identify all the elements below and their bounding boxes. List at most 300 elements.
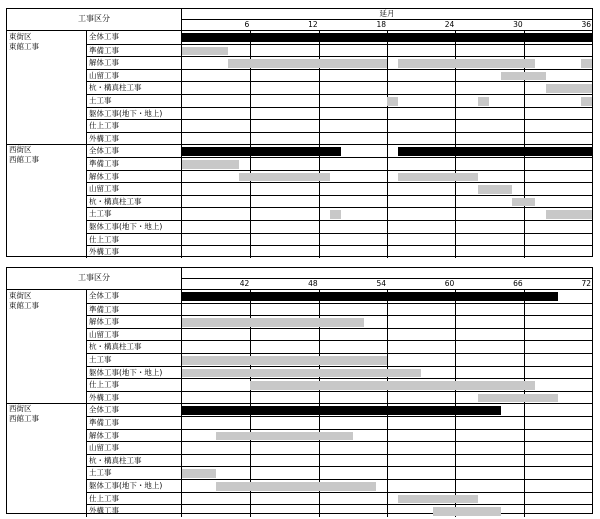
grid-line [455, 95, 456, 107]
grid-line [455, 70, 456, 82]
schedule-row [86, 157, 592, 170]
grid-line [387, 133, 388, 145]
grid-line [250, 120, 251, 132]
group-name-line2: 東館工事 [9, 301, 39, 310]
grid-line [524, 171, 525, 183]
grid-line [455, 417, 456, 429]
grid-line [387, 120, 388, 132]
task-period-bar [182, 318, 364, 327]
task-label: 全体工事 [86, 145, 180, 157]
schedule-row [86, 132, 592, 145]
schedule-row [86, 119, 592, 132]
grid-line [387, 467, 388, 479]
group-name-line1: 東街区 [9, 32, 32, 41]
grid-line [387, 246, 388, 258]
schedule-row [86, 233, 592, 246]
task-period-bar [546, 84, 592, 93]
schedule-rows [7, 289, 592, 516]
grid-line [319, 467, 320, 479]
grid-line [524, 404, 525, 416]
grid-line [319, 95, 320, 107]
grid-line [387, 341, 388, 353]
grid-line [524, 442, 525, 454]
month-tick: 60 [444, 279, 455, 288]
task-period-bar [581, 59, 592, 68]
overall-period-bar [182, 33, 592, 42]
grid-line [319, 208, 320, 220]
grid-line [455, 367, 456, 379]
task-period-bar [228, 59, 387, 68]
schedule-row [86, 303, 592, 316]
grid-line [524, 430, 525, 442]
grid-line [387, 505, 388, 517]
task-period-bar [512, 198, 535, 207]
task-period-bar [330, 210, 341, 219]
timeline-cell [181, 392, 592, 404]
grid-line [250, 304, 251, 316]
timeline-cell [181, 208, 592, 220]
timeline-cell [181, 455, 592, 467]
schedule-row [86, 182, 592, 195]
grid-line [387, 493, 388, 505]
grid-line [387, 70, 388, 82]
grid-line [524, 341, 525, 353]
task-label: 山留工事 [86, 329, 180, 341]
task-label: 躯体工事(地下・地上) [86, 367, 180, 379]
grid-line [455, 430, 456, 442]
task-label: 山留工事 [86, 70, 180, 82]
schedule-row [86, 441, 592, 454]
schedule-row [86, 315, 592, 328]
grid-line [319, 196, 320, 208]
grid-line [524, 158, 525, 170]
overall-period-bar [182, 292, 558, 301]
grid-line [319, 70, 320, 82]
grid-line [319, 133, 320, 145]
grid-line [319, 341, 320, 353]
grid-line [319, 493, 320, 505]
task-label: 杭・構真柱工事 [86, 341, 180, 353]
grid-line [319, 183, 320, 195]
task-period-bar [216, 432, 353, 441]
month-tick: 18 [376, 20, 386, 29]
task-label: 全体工事 [86, 404, 180, 416]
grid-line [319, 158, 320, 170]
group-divider [7, 144, 86, 145]
timeline-cell [181, 133, 592, 145]
timeline-cell [181, 246, 592, 258]
grid-line [319, 329, 320, 341]
grid-line [524, 304, 525, 316]
task-label: 準備工事 [86, 304, 180, 316]
task-label: 全体工事 [86, 31, 180, 44]
task-period-bar [398, 59, 535, 68]
grid-line [455, 208, 456, 220]
unit-label: 延月 [379, 9, 395, 18]
group-label [9, 404, 83, 424]
grid-line [387, 329, 388, 341]
grid-line [387, 316, 388, 328]
grid-line [250, 70, 251, 82]
grid-line [250, 467, 251, 479]
grid-line [319, 304, 320, 316]
task-label: 外構工事 [86, 133, 180, 145]
grid-line [250, 392, 251, 404]
task-label: 全体工事 [86, 290, 180, 303]
month-tick: 6 [244, 20, 250, 29]
task-period-bar [182, 47, 228, 56]
grid-line [455, 120, 456, 132]
task-label: 仕上工事 [86, 234, 180, 246]
task-period-bar [398, 173, 478, 182]
schedule-row [86, 94, 592, 107]
grid-line [387, 354, 388, 366]
schedule-row [86, 454, 592, 467]
schedule-row [86, 353, 592, 366]
grid-line [455, 234, 456, 246]
schedule-row [86, 81, 592, 94]
grid-line [524, 82, 525, 94]
grid-line [387, 430, 388, 442]
grid-line [319, 505, 320, 517]
grid-line [319, 221, 320, 233]
grid-line [524, 246, 525, 258]
schedule-row [86, 466, 592, 479]
grid-line [319, 442, 320, 454]
task-label: 解体工事 [86, 57, 180, 69]
grid-line [387, 57, 388, 69]
grid-line [455, 221, 456, 233]
grid-line [250, 417, 251, 429]
timeline-cell [181, 329, 592, 341]
task-label: 躯体工事(地下・地上) [86, 221, 180, 233]
schedule-row [86, 290, 592, 303]
task-period-bar [478, 185, 512, 194]
grid-line [319, 455, 320, 467]
grid-line [455, 392, 456, 404]
grid-line [387, 221, 388, 233]
grid-line [455, 196, 456, 208]
timeline-cell [181, 367, 592, 379]
grid-line [250, 234, 251, 246]
schedule-row [86, 170, 592, 183]
grid-line [387, 158, 388, 170]
timeline-cell [181, 31, 592, 44]
grid-line [387, 145, 388, 157]
grid-line [524, 120, 525, 132]
grid-line [319, 234, 320, 246]
grid-line [250, 505, 251, 517]
task-period-bar [182, 469, 216, 478]
grid-line [250, 246, 251, 258]
grid-line [250, 183, 251, 195]
grid-line [250, 442, 251, 454]
task-label: 土工事 [86, 208, 180, 220]
timeline-cell [181, 404, 592, 416]
timeline-cell [181, 196, 592, 208]
grid-line [455, 45, 456, 57]
grid-line [524, 208, 525, 220]
grid-line [524, 467, 525, 479]
grid-line [250, 221, 251, 233]
grid-line [319, 417, 320, 429]
group-name-line2: 西館工事 [9, 414, 39, 424]
month-tick: 30 [513, 20, 523, 29]
grid-line [387, 392, 388, 404]
category-header [7, 9, 182, 30]
group-name-line2: 東館工事 [9, 42, 39, 51]
grid-line [455, 108, 456, 120]
grid-line [387, 304, 388, 316]
timeline-cell [181, 493, 592, 505]
timeline-cell [181, 82, 592, 94]
grid-line [250, 329, 251, 341]
timeline-cell [181, 183, 592, 195]
timeline-cell [181, 316, 592, 328]
grid-line [455, 455, 456, 467]
month-tick: 54 [376, 279, 386, 288]
task-period-bar [478, 394, 558, 403]
overall-period-bar [182, 406, 501, 415]
grid-line [319, 45, 320, 57]
task-label: 外構工事 [86, 392, 180, 404]
timeline-cell [181, 108, 592, 120]
grid-line [250, 455, 251, 467]
schedule-row [86, 69, 592, 82]
timeline-cell [181, 379, 592, 391]
category-header-label: 工事区分 [78, 273, 110, 282]
grid-line [524, 354, 525, 366]
grid-line [524, 234, 525, 246]
schedule-table-1 [6, 8, 593, 257]
grid-line [524, 221, 525, 233]
grid-line [319, 82, 320, 94]
grid-line [250, 341, 251, 353]
task-label: 躯体工事(地下・地上) [86, 108, 180, 120]
grid-line [524, 493, 525, 505]
grid-line [524, 183, 525, 195]
task-label: 仕上工事 [86, 120, 180, 132]
grid-line [319, 246, 320, 258]
task-label: 躯体工事(地下・地上) [86, 480, 180, 492]
grid-line [250, 208, 251, 220]
group-label [9, 291, 83, 311]
grid-line [455, 442, 456, 454]
month-header [182, 268, 592, 289]
month-tick: 48 [308, 279, 318, 288]
grid-line [455, 158, 456, 170]
grid-line [524, 455, 525, 467]
timeline-cell [181, 341, 592, 353]
grid-line [250, 45, 251, 57]
grid-line [455, 341, 456, 353]
grid-line [387, 442, 388, 454]
task-label: 準備工事 [86, 417, 180, 429]
schedule-row [86, 31, 592, 44]
task-period-bar [182, 160, 239, 169]
task-period-bar [182, 356, 387, 365]
grid-line [455, 133, 456, 145]
grid-line [455, 354, 456, 366]
grid-line [455, 246, 456, 258]
task-label: 準備工事 [86, 158, 180, 170]
grid-line [319, 108, 320, 120]
schedule-row [86, 245, 592, 258]
schedule-row [86, 340, 592, 353]
timeline-cell [181, 158, 592, 170]
timeline-cell [181, 145, 592, 157]
month-tick: 36 [581, 20, 591, 29]
timeline-cell [181, 480, 592, 492]
timeline-cell [181, 221, 592, 233]
grid-line [250, 108, 251, 120]
grid-line [455, 480, 456, 492]
schedule-row [86, 378, 592, 391]
task-label: 土工事 [86, 354, 180, 366]
task-label: 解体工事 [86, 316, 180, 328]
task-label: 仕上工事 [86, 493, 180, 505]
tick-row [182, 20, 592, 30]
timeline-cell [181, 304, 592, 316]
schedule-row [86, 220, 592, 233]
task-period-bar [239, 173, 330, 182]
group-name-line2: 西館工事 [9, 155, 39, 165]
task-period-bar [398, 495, 478, 504]
grid-line [524, 505, 525, 517]
timeline-cell [181, 171, 592, 183]
schedule-row [86, 504, 592, 517]
task-period-bar [581, 97, 592, 106]
tick-row [182, 279, 592, 289]
grid-line [387, 183, 388, 195]
grid-line [387, 480, 388, 492]
task-period-bar [546, 210, 592, 219]
grid-line [524, 417, 525, 429]
category-header-label: 工事区分 [78, 14, 110, 23]
grid-line [250, 196, 251, 208]
timeline-cell [181, 417, 592, 429]
schedule-row [86, 107, 592, 120]
grid-line [524, 367, 525, 379]
grid-line [250, 95, 251, 107]
timeline-cell [181, 234, 592, 246]
grid-line [387, 196, 388, 208]
task-period-bar [216, 482, 375, 491]
timeline-cell [181, 95, 592, 107]
group-label [9, 145, 83, 165]
task-label: 杭・構真柱工事 [86, 82, 180, 94]
schedule-row [86, 195, 592, 208]
grid-line [524, 133, 525, 145]
timeline-cell [181, 442, 592, 454]
timeline-cell [181, 354, 592, 366]
group-name-line1: 西街区 [9, 145, 32, 155]
grid-line [524, 480, 525, 492]
grid-line [455, 329, 456, 341]
grid-line [455, 467, 456, 479]
task-label: 仕上工事 [86, 379, 180, 391]
month-tick: 72 [581, 279, 591, 288]
grid-line [250, 158, 251, 170]
schedule-row [86, 429, 592, 442]
task-label: 外構工事 [86, 505, 180, 517]
grid-line [524, 95, 525, 107]
group-name-line1: 西街区 [9, 404, 32, 414]
grid-line [319, 120, 320, 132]
grid-line [250, 133, 251, 145]
overall-period-bar [182, 147, 341, 156]
schedule-row [86, 56, 592, 69]
task-label: 外構工事 [86, 246, 180, 258]
task-label: 解体工事 [86, 171, 180, 183]
grid-line [387, 234, 388, 246]
task-period-bar [433, 507, 501, 516]
grid-line [524, 108, 525, 120]
grid-line [387, 171, 388, 183]
task-label: 土工事 [86, 467, 180, 479]
group-label [9, 32, 83, 52]
grid-line [387, 45, 388, 57]
task-period-bar [478, 97, 489, 106]
timeline-cell [181, 120, 592, 132]
task-label: 杭・構真柱工事 [86, 196, 180, 208]
month-header [182, 9, 592, 30]
grid-line [387, 82, 388, 94]
grid-line [250, 493, 251, 505]
group-name-line1: 東街区 [9, 291, 32, 300]
grid-line [387, 108, 388, 120]
schedule-row [86, 403, 592, 416]
schedule-row [86, 492, 592, 505]
grid-line [524, 45, 525, 57]
overall-period-bar [398, 147, 592, 156]
month-tick: 66 [513, 279, 523, 288]
task-period-bar [250, 381, 535, 390]
timeline-cell [181, 430, 592, 442]
grid-line [319, 392, 320, 404]
month-tick: 24 [444, 20, 455, 29]
month-tick: 12 [308, 20, 318, 29]
schedule-row [86, 44, 592, 57]
task-period-bar [501, 72, 547, 81]
schedule-row [86, 144, 592, 157]
grid-line [250, 82, 251, 94]
grid-line [455, 304, 456, 316]
schedule-row [86, 328, 592, 341]
task-label: 土工事 [86, 95, 180, 107]
grid-line [387, 417, 388, 429]
grid-line [455, 183, 456, 195]
grid-line [387, 208, 388, 220]
grid-line [524, 329, 525, 341]
grid-line [387, 455, 388, 467]
schedule-row [86, 391, 592, 404]
task-label: 杭・構真柱工事 [86, 455, 180, 467]
schedule-row [86, 416, 592, 429]
grid-line [524, 316, 525, 328]
schedule-table-2 [6, 267, 593, 514]
task-period-bar [182, 369, 421, 378]
grid-line [455, 82, 456, 94]
schedule-row [86, 479, 592, 492]
task-label: 準備工事 [86, 45, 180, 57]
task-label: 山留工事 [86, 442, 180, 454]
timeline-cell [181, 505, 592, 517]
timeline-cell [181, 70, 592, 82]
month-tick: 42 [239, 279, 250, 288]
timeline-cell [181, 57, 592, 69]
category-header [7, 268, 182, 289]
